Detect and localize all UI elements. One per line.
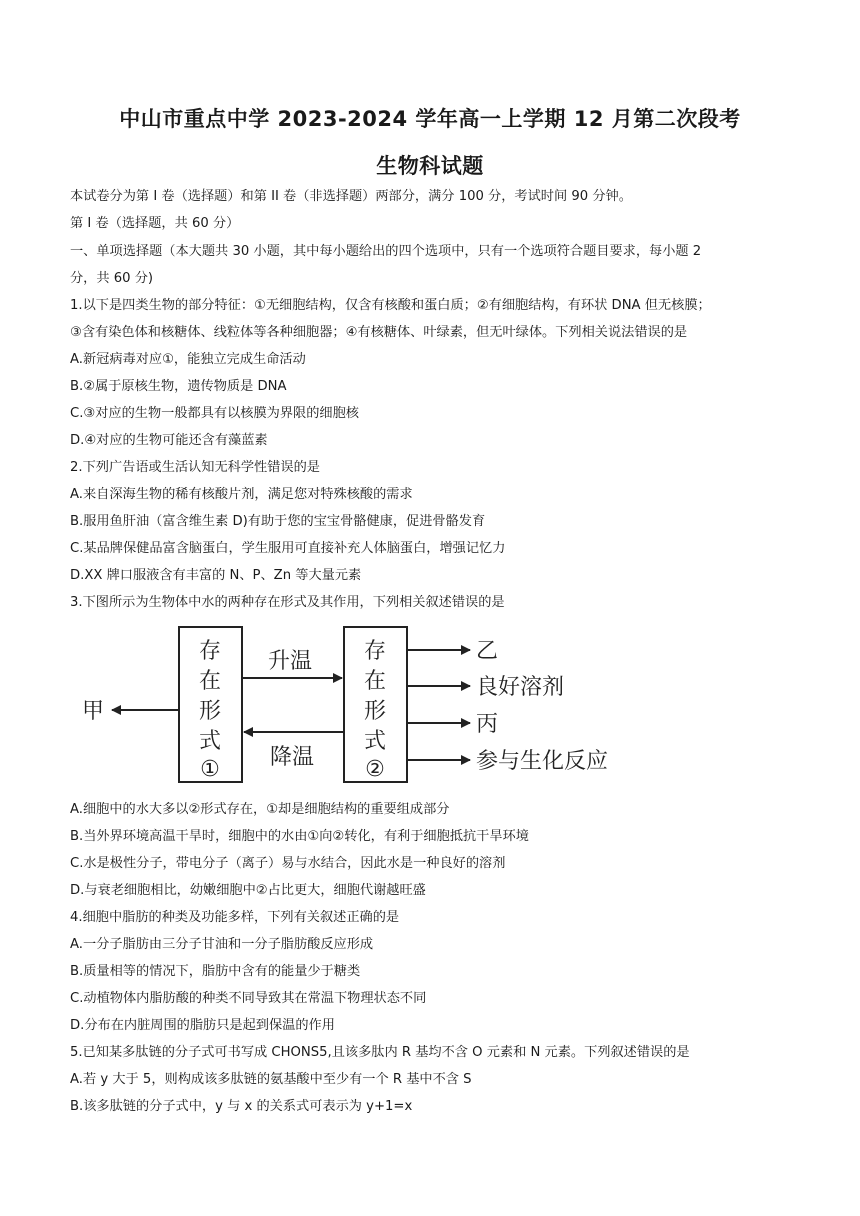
q3-option-a: A.细胞中的水大多以②形式存在，①却是细胞结构的重要组成部分: [70, 802, 450, 817]
output-jia: 甲: [82, 699, 105, 724]
exam-title: 中山市重点中学 2023-2024 学年高一上学期 12 月第二次段考: [119, 107, 741, 131]
box1-char: 存: [198, 639, 222, 664]
output-yi: 乙: [476, 639, 499, 664]
box1-char: 在: [198, 669, 222, 694]
q5-stem: 5.已知某多肽链的分子式可书写成 CHONS5,且该多肽内 R 基均不含 O 元素和 N 元素。下列叙述错误的是: [70, 1045, 690, 1060]
q4-option-b: B.质量相等的情况下，脂肪中含有的能量少于糖类: [70, 964, 361, 979]
section-instructions-cont: 分，共 60 分): [70, 271, 154, 286]
box2-char: 存: [363, 639, 387, 664]
q4-stem: 4.细胞中脂肪的种类及功能多样，下列有关叙述正确的是: [70, 910, 400, 925]
q2-option-b: B.服用鱼肝油（富含维生素 D)有助于您的宝宝骨骼健康，促进骨骼发育: [70, 514, 486, 529]
q1-stem-cont: ③含有染色体和核糖体、线粒体等各种细胞器；④有核糖体、叶绿素，但无叶绿体。下列相关说法错误的是: [70, 325, 688, 340]
q5-option-b: B.该多肽链的分子式中，y 与 x 的关系式可表示为 y+1=x: [70, 1099, 413, 1114]
box1-char: ①: [200, 757, 220, 782]
output-biochemical-reaction: 参与生化反应: [476, 749, 609, 774]
heating-label: 升温: [267, 649, 313, 674]
q4-option-c: C.动植物体内脂肪酸的种类不同导致其在常温下物理状态不同: [70, 991, 427, 1006]
box2-char: 形: [363, 699, 387, 724]
q2-option-a: A.来自深海生物的稀有核酸片剂，满足您对特殊核酸的需求: [70, 487, 413, 502]
q3-stem: 3.下图所示为生物体中水的两种存在形式及其作用，下列相关叙述错误的是: [70, 595, 505, 610]
intro-text: 本试卷分为第 I 卷（选择题）和第 II 卷（非选择题）两部分，满分 100 分，考试时间 90 分钟。: [70, 189, 632, 204]
q2-stem: 2.下列广告语或生活认知无科学性错误的是: [70, 460, 320, 475]
q4-option-d: D.分布在内脏周围的脂肪只是起到保温的作用: [70, 1018, 335, 1033]
q1-option-b: B.②属于原核生物，遗传物质是 DNA: [70, 379, 287, 394]
q1-stem: 1.以下是四类生物的部分特征：①无细胞结构，仅含有核酸和蛋白质；②有细胞结构，有环状 DNA 但无核膜；: [70, 298, 711, 313]
water-forms-diagram: [72, 620, 652, 790]
q3-option-c: C.水是极性分子，带电分子（离子）易与水结合，因此水是一种良好的溶剂: [70, 856, 506, 871]
output-bing: 丙: [476, 712, 499, 737]
q2-option-d: D.XX 牌口服液含有丰富的 N、P、Zn 等大量元素: [70, 568, 362, 583]
part-one-heading: 第 I 卷（选择题，共 60 分）: [70, 216, 240, 231]
exam-subtitle: 生物科试题: [376, 154, 484, 178]
q1-option-c: C.③对应的生物一般都具有以核膜为界限的细胞核: [70, 406, 359, 421]
q5-option-a: A.若 y 大于 5，则构成该多肽链的氨基酸中至少有一个 R 基中不含 S: [70, 1072, 472, 1087]
cooling-label: 降温: [269, 745, 315, 770]
box2-char: ②: [365, 757, 385, 782]
q2-option-c: C.某品牌保健品富含脑蛋白，学生服用可直接补充人体脑蛋白，增强记忆力: [70, 541, 506, 556]
q4-option-a: A.一分子脂肪由三分子甘油和一分子脂肪酸反应形成: [70, 937, 374, 952]
box2-char: 在: [363, 669, 387, 694]
q1-option-a: A.新冠病毒对应①，能独立完成生命活动: [70, 352, 306, 367]
q3-option-d: D.与衰老细胞相比，幼嫩细胞中②占比更大，细胞代谢越旺盛: [70, 883, 426, 898]
box2-char: 式: [363, 729, 387, 754]
box1-char: 式: [198, 729, 222, 754]
box1-char: 形: [198, 699, 222, 724]
q1-option-d: D.④对应的生物可能还含有藻蓝素: [70, 433, 268, 448]
section-instructions: 一、单项选择题（本大题共 30 小题，其中每小题给出的四个选项中，只有一个选项符合题目要求，每小题 2: [70, 244, 702, 259]
output-good-solvent: 良好溶剂: [476, 675, 565, 700]
q3-option-b: B.当外界环境高温干旱时，细胞中的水由①向②转化，有利于细胞抵抗干旱环境: [70, 829, 529, 844]
